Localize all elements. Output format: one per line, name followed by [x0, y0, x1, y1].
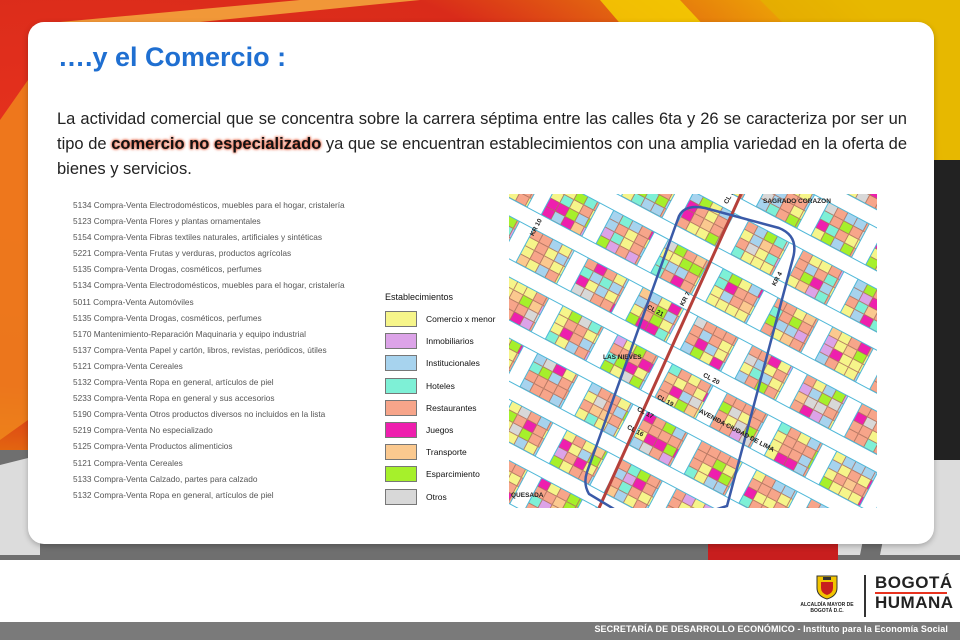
escudo-bogota-icon [815, 574, 839, 600]
legend-item [385, 441, 515, 463]
legend-label: Inmobiliarios [426, 336, 474, 347]
legend-item [385, 463, 515, 485]
activity-code-item: 5219 Compra-Venta No especializado [73, 425, 213, 436]
legend-label: Restaurantes [426, 402, 477, 413]
slide-card [28, 22, 934, 544]
alcaldia-caption: ALCALDÍA MAYOR DE BOGOTÁ D.C. [800, 602, 854, 614]
map-label-nieves: LAS NIEVES [603, 354, 642, 361]
map-blocks [509, 194, 877, 508]
activity-code-item: 5221 Compra-Venta Frutas y verduras, productos agrícolas [73, 248, 292, 259]
legend-swatch [385, 489, 417, 505]
legend-label: Otros [426, 491, 447, 502]
paragraph-text-before: La actividad comercial que se concentra sobre la carrera séptima entre las calles 6ta y 26 se caracteriza por ser un tipo de [57, 110, 907, 153]
legend-label: Hoteles [426, 380, 455, 391]
activity-code-item: 5133 Compra-Venta Calzado, partes para calzado [73, 473, 258, 484]
legend-swatch [385, 311, 417, 327]
map-label-kr4: KR 4 [771, 270, 785, 288]
map-label-cl16: CL 16 [625, 424, 645, 439]
legend-swatch [385, 378, 417, 394]
activity-code-item: 5135 Compra-Venta Drogas, cosméticos, perfumes [73, 264, 262, 275]
logo-divider [864, 575, 866, 617]
activity-code-item: 5125 Compra-Venta Productos alimenticios [73, 441, 233, 452]
legend-swatch [385, 355, 417, 371]
logo-bogota-text: BOGOTÁ [875, 573, 953, 592]
map-label-cl21: CL 21 [645, 304, 665, 319]
activity-code-item: 5121 Compra-Venta Cereales [73, 360, 183, 371]
legend-label: Comercio x menor [426, 314, 496, 325]
activity-code-item: 5190 Compra-Venta Otros productos diversos no incluidos en la lista [73, 409, 326, 420]
legend-label: Juegos [426, 425, 454, 436]
activity-code-item: 5135 Compra-Venta Drogas, cosméticos, perfumes [73, 312, 262, 323]
map-label-quesada: QUESADA [511, 492, 544, 499]
slide-title: ….y el Comercio : [58, 42, 287, 72]
map-canvas [509, 194, 877, 508]
activity-code-item: 5170 Mantenimiento-Reparación Maquinaria y equipo industrial [73, 328, 306, 339]
activity-code-item: 5011 Compra-Venta Automóviles [73, 296, 194, 307]
map-label-sagrado: SAGRADO CORAZON [763, 198, 831, 205]
legend-title: Establecimientos [385, 292, 454, 302]
activity-code-list [73, 197, 373, 503]
legend-swatch [385, 400, 417, 416]
paragraph-highlight: comercio no especializado [111, 135, 322, 153]
legend-swatch [385, 444, 417, 460]
activity-code-item: 5134 Compra-Venta Electrodomésticos, muebles para el hogar, cristalería [73, 280, 345, 291]
legend-label: Transporte [426, 447, 467, 458]
legend-item [385, 330, 515, 352]
map-label-cl24: CL 24 [723, 194, 738, 206]
legend-swatch [385, 422, 417, 438]
footer-caption: SECRETARÍA DE DESARROLLO ECONÓMICO - Instituto para la Economía Social [594, 624, 948, 634]
slide-paragraph [57, 107, 907, 182]
legend-item [385, 375, 515, 397]
activity-code-item: 5233 Compra-Venta Ropa en general y sus accesorios [73, 393, 275, 404]
legend-item [385, 419, 515, 441]
legend-label: Esparcimiento [426, 469, 480, 480]
map-label-cl19: CL 19 [655, 394, 675, 409]
legend-item [385, 352, 515, 374]
legend-item [385, 397, 515, 419]
paragraph-text-after: ya que se encuentran establecimientos con una amplia variedad en la oferta de bienes y servicios. [57, 135, 907, 178]
legend-item [385, 486, 515, 508]
activity-code-item: 5132 Compra-Venta Ropa en general, artículos de piel [73, 377, 274, 388]
legend-item [385, 308, 515, 330]
activity-code-item: 5154 Compra-Venta Fibras textiles naturales, artificiales y sintéticas [73, 232, 323, 243]
commerce-map [509, 194, 877, 508]
map-label-cl17: CL 17 [635, 406, 655, 421]
map-label-kr10: KR 10 [529, 217, 544, 238]
activity-code-item: 5132 Compra-Venta Ropa en general, artículos de piel [73, 489, 274, 500]
activity-code-item: 5134 Compra-Venta Electrodomésticos, muebles para el hogar, cristalería [73, 200, 345, 210]
legend-swatch [385, 333, 417, 349]
legend-label: Institucionales [426, 358, 480, 369]
activity-code-item: 5121 Compra-Venta Cereales [73, 457, 183, 468]
activity-code-item: 5123 Compra-Venta Flores y plantas ornamentales [73, 216, 261, 227]
map-label-cl20: CL 20 [701, 372, 721, 387]
logo-humana-text: HUMANA [875, 593, 954, 612]
map-legend [385, 292, 515, 508]
map-label-avenida: AVENIDA CIUDAD DE LIMA [697, 408, 776, 454]
legend-swatch [385, 466, 417, 482]
map-label-kr7: KR 7 [679, 290, 693, 308]
activity-code-item: 5137 Compra-Venta Papel y cartón, libros, revistas, periódicos, útiles [73, 344, 327, 355]
